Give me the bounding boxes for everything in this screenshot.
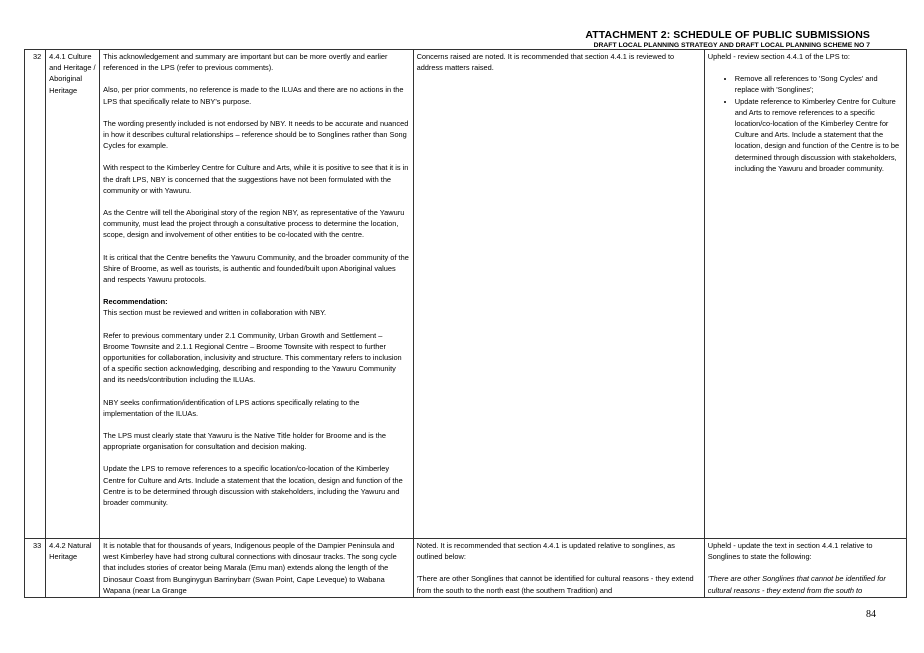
recommendation-paragraph: The LPS must clearly state that Yawuru is the Native Title holder for Broome and is the appropriate organisation for consultation and decision making. xyxy=(103,431,386,452)
recommendation-list xyxy=(708,73,903,174)
recommendation-paragraph: Update the LPS to remove references to a specific location/co-location of the Kimberley Centre for Culture and Arts. Include a statement that the location, design and function of the Centre is to be determined through discussion with stakeholders, including the Yawuru and broader community. xyxy=(103,464,403,508)
recommendation-paragraph: Refer to previous commentary under 2.1 Community, Urban Growth and Settlement – Broome Townsite and 2.1.1 Regional Centre – Broome Townsite with respect to further opportunities for collaboration, inclusivity and structure. This commentary refers to inclusion of a specific section acknowledging, describing and responding to the Yawuru Community and its needs/contribution including the ILUAs. xyxy=(103,330,402,385)
submission-number: 33 xyxy=(25,539,46,598)
submission-text xyxy=(100,50,413,539)
list-item: • Update reference to Kimberley Centre for Culture and Arts to remove references to a specific location/co-location of the Kimberley Centre for Culture and Arts. Include a statement that the location, design and function of the Centre is to be determined through discussion with stakeholders, including the Yawuru and broader community. xyxy=(735,96,903,174)
page-number: 84 xyxy=(866,609,876,620)
recommendation-paragraph: This section must be reviewed and written in collaboration with NBY. xyxy=(103,308,327,318)
document-subtitle: DRAFT LOCAL PLANNING STRATEGY AND DRAFT LOCAL PLANNING SCHEME NO 7 xyxy=(593,42,870,49)
recommendation-quote: 'There are other Songlines that cannot be identified for cultural reasons - they extend from the south to xyxy=(707,574,886,595)
submission-text xyxy=(100,539,413,598)
officer-response: Concerns raised are noted. It is recommended that section 4.4.1 is reviewed to address matters raised. xyxy=(413,50,704,539)
section-reference: 4.4.2 Natural Heritage xyxy=(46,539,100,598)
submission-paragraph: As the Centre will tell the Aboriginal story of the region NBY, as representative of the Yawuru community, must lead the project through a consultative process to determine the location, scope, design and involvement of other entities to be co-located with the centre. xyxy=(103,208,405,240)
submission-paragraph: Also, per prior comments, no reference is made to the ILUAs and there are no actions in the LPS that specifically relate to NBY's purpose. xyxy=(103,85,404,106)
response-quote: 'There are other Songlines that cannot be identified for cultural reasons - they extend from the south to the north east (the southern Tradition) and xyxy=(416,574,694,595)
list-item: • Remove all references to 'Song Cycles' and replace with 'Songlines'; xyxy=(735,73,903,95)
response-intro: Noted. It is recommended that section 4.4.1 is updated relative to songlines, as outlined below: xyxy=(416,541,675,562)
submission-paragraph: It is critical that the Centre benefits the Yawuru Community, and the broader community of the Shire of Broome, as well as tourists, is authentic and founded/built upon Aboriginal values and respects Yawuru protocols. xyxy=(103,252,409,285)
table-row xyxy=(25,539,907,598)
submission-paragraph: This acknowledgement and summary are important but can be more overtly and earlier referenced in the LPS (refer to previous comments). xyxy=(103,52,388,73)
submission-number: 32 xyxy=(25,50,46,539)
recommendation-heading: Recommendation: xyxy=(103,297,168,307)
document-title: ATTACHMENT 2: SCHEDULE OF PUBLIC SUBMISSIONS xyxy=(585,29,870,41)
officer-response xyxy=(413,539,704,598)
submission-paragraph: With respect to the Kimberley Centre for Culture and Arts, while it is positive to see that it is in the draft LPS, NBY is concerned that the suggestions have not been formulated with the community or with Yawuru. xyxy=(103,163,409,195)
recommendation-intro: Upheld - review section 4.4.1 of the LPS to: xyxy=(707,52,850,61)
recommendation-paragraph: NBY seeks confirmation/identification of LPS actions specifically relating to the implementation of the ILUAs. xyxy=(103,397,360,418)
recommendation-intro: Upheld - update the text in section 4.4.1 relative to Songlines to state the following: xyxy=(707,541,873,562)
table-row xyxy=(25,50,907,539)
officer-recommendation xyxy=(704,50,906,539)
submissions-table xyxy=(24,49,907,598)
submission-paragraph: The wording presently included is not endorsed by NBY. It needs to be accurate and nuanced in how it describes cultural relationships – reference should be to Songlines rather than Song Cycles for example. xyxy=(103,118,409,151)
officer-recommendation xyxy=(704,539,906,598)
submission-paragraph: It is notable that for thousands of years, Indigenous people of the Dampier Peninsula and west Kimberley have had strong cultural connections with dinosaur tracks. The song cycle that includes stories of creator being Marala (Emu man) extends along the length of the Dinosaur Coast from Bunginygun Barrinybarr (Swan Point, Cape Leveque) to Wabana Wapana (near La Grange xyxy=(103,541,397,595)
section-reference: 4.4.1 Culture and Heritage / Aboriginal Heritage xyxy=(46,50,100,539)
